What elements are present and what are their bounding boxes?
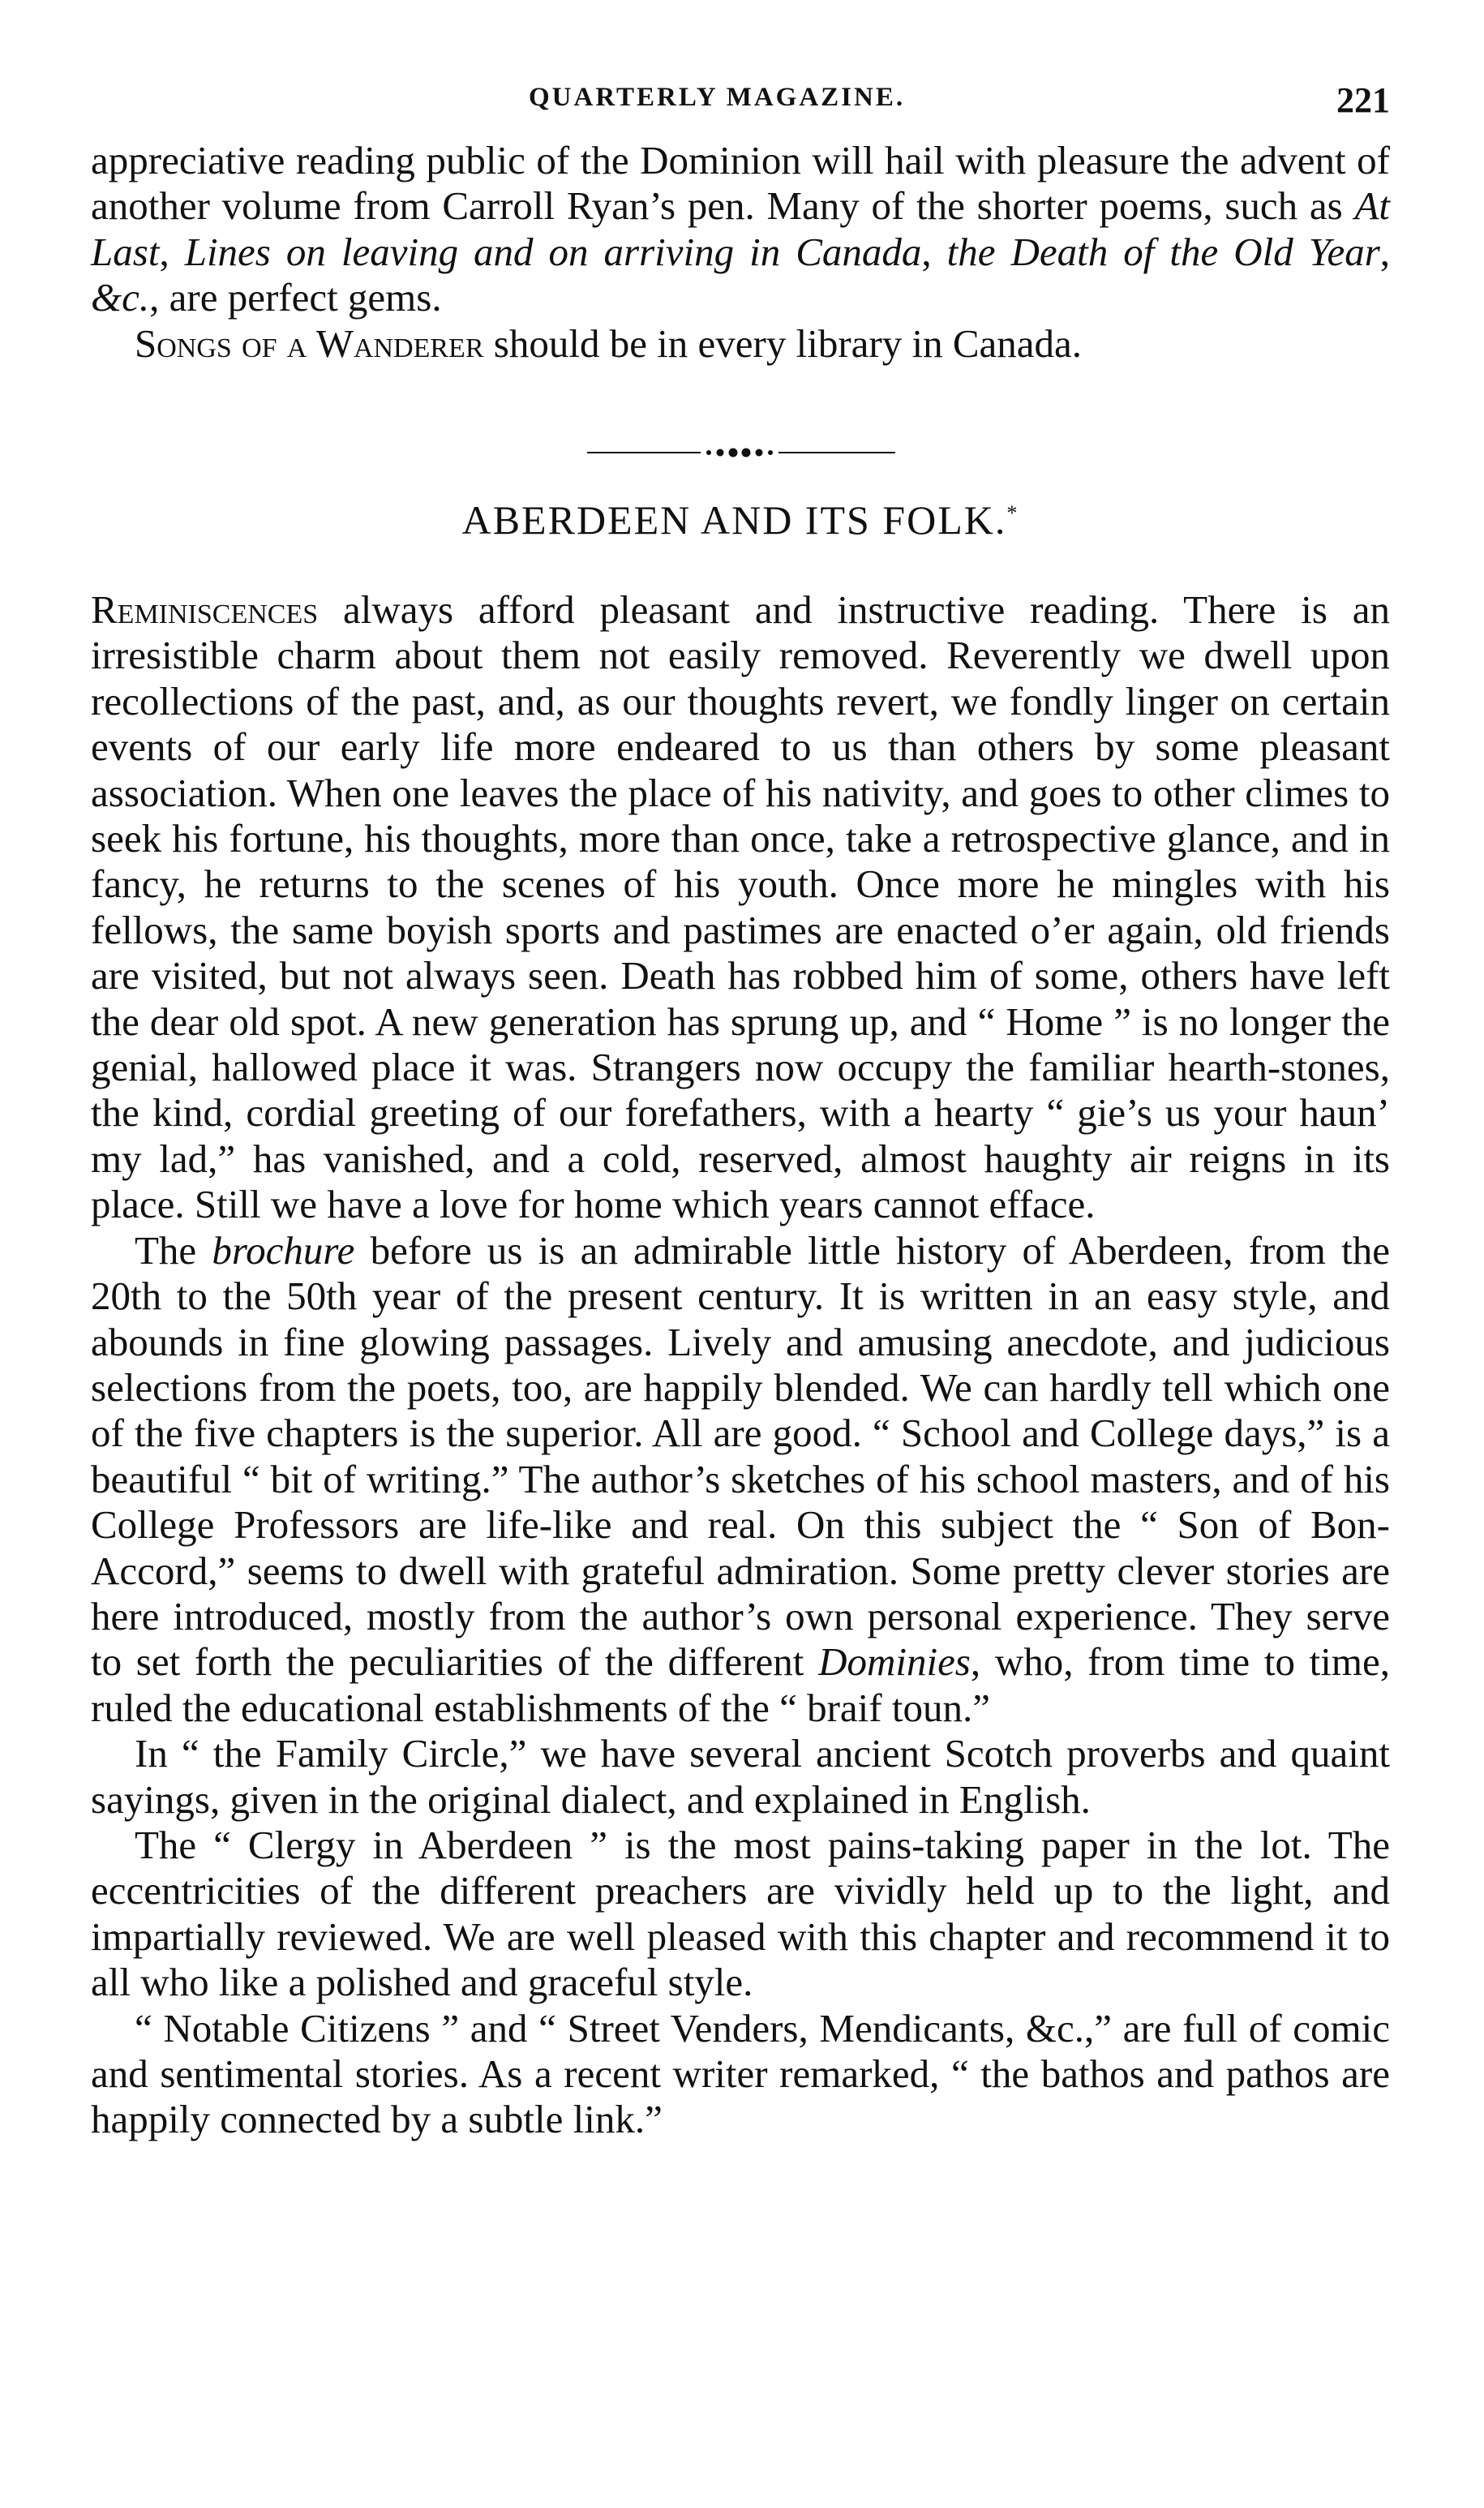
text-run: appreciative reading public of the Dominion will hail with pleasure the advent of another volume from Carroll Ryan’s pen. Many of the shorter poems, such as xyxy=(91,138,1390,229)
text-run-italic: Dominies xyxy=(818,1639,971,1685)
text-run: The xyxy=(135,1227,212,1273)
article-paragraph xyxy=(91,1228,1390,1731)
page xyxy=(91,0,1390,2508)
text-run: , are perfect gems. xyxy=(149,275,442,320)
text-run-italic: brochure xyxy=(212,1227,355,1273)
poem-title: Lines on leaving and on arriving in Canada xyxy=(184,229,922,274)
text-run: should be in every library in Canada. xyxy=(483,320,1083,366)
article-title-text: ABERDEEN AND ITS FOLK. xyxy=(461,497,1007,543)
page-number: 221 xyxy=(1336,80,1390,120)
ornament-dot xyxy=(756,449,763,457)
ornament-dot xyxy=(768,450,773,455)
review-conclusion xyxy=(91,138,1390,367)
article-paragraph: In “ the Family Circle,” we have several ancient Scotch proverbs and quaint sayings, given in the original dialect, and explained in English. xyxy=(91,1731,1390,1822)
text-run: , who, from time to time, ruled the educational establishments of the “ braif toun.” xyxy=(91,1639,1390,1730)
text-run: , xyxy=(1379,229,1391,274)
section-ornament xyxy=(587,444,895,461)
article-paragraph: “ Notable Citizens ” and “ Street Venders, Mendicants, &c.,” are full of comic and sentimental stories. As a recent writer remarked, “ the bathos and pathos are happily connected by a subtle link.” xyxy=(91,2005,1390,2142)
text-run: always afford pleasant and instructive reading. There is an irresistible charm about them not easily removed. Reverently we dwell upon recollections of the past, and, as our thoughts revert, we fondly linger on certain events of our early life more endeared to us than others by some pleasant association. When one leaves the place of his nativity, and goes to other climes to seek his fortune, his thoughts, more than once, take a retrospective glance, and in fancy, he returns to the scenes of his youth. Once more he mingles with his fellows, the same boyish sports and pastimes are enacted o’er again, old friends are visited, but not always seen. Death has robbed him of some, others have left the dear old spot. A new generation has sprung up, and “ Home ” is no longer the genial, hallowed place it was. Strangers now occupy the familiar hearth-stones, the kind, cordial greeting of our forefathers, with a hearty “ gie’s us your haun’ my lad,” has vanished, and a cold, reserved, almost haughty air reigns in its place. Still we have a love for home which years cannot efface. xyxy=(91,587,1390,1227)
text-run: , xyxy=(921,229,947,274)
ornament-dot xyxy=(742,449,751,457)
running-head xyxy=(91,79,1390,128)
poem-title: the Death of the Old Year xyxy=(946,229,1380,274)
running-title: QUARTERLY MAGAZINE. xyxy=(529,83,906,112)
text-run-italic: &c. xyxy=(91,275,150,320)
lead-word: Reminiscences xyxy=(91,587,319,632)
text-run: , xyxy=(159,229,185,274)
ornament-dot xyxy=(717,449,724,457)
review-paragraph xyxy=(91,321,1390,367)
footnote-mark: * xyxy=(1006,501,1019,525)
article-paragraph xyxy=(91,587,1390,1228)
book-title: Songs of a Wanderer xyxy=(135,320,484,366)
review-paragraph xyxy=(91,138,1390,321)
article-paragraph: The “ Clergy in Aberdeen ” is the most pains-taking paper in the lot. The eccentricities of the different preachers are vividly held up to the light, and impartially reviewed. We are well pleased with this chapter and recommend it to all who like a polished and graceful style. xyxy=(91,1822,1390,2005)
ornament-dot xyxy=(706,450,711,455)
article-body xyxy=(91,587,1390,2143)
article-title xyxy=(91,496,1390,543)
ornament-dot xyxy=(729,449,738,457)
text-run: before us is an admirable little history of Aberdeen, from the 20th to the 50th year of the present century. It is written in an easy style, and abounds in fine glowing passages. Lively and amusing anecdote, and judicious selections from the poets, too, are happily blended. We can hardly tell which one of the five chapters is the superior. All are good. “ School and College days,” is a beautiful “ bit of writing.” The author’s sketches of his school masters, and of his College Professors are life-like and real. On this subject the “ Son of Bon-Accord,” seems to dwell with grateful admiration. Some pretty clever stories are here introduced, mostly from the author’s own personal experience. They serve to set forth the peculiarities of the different xyxy=(91,1227,1390,1685)
poem-title: At Last xyxy=(91,183,1390,274)
